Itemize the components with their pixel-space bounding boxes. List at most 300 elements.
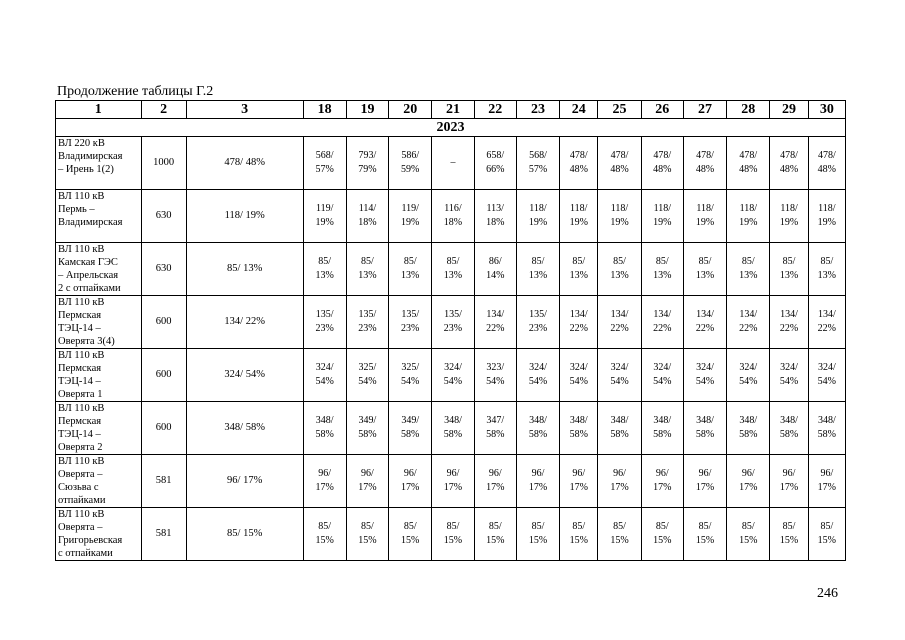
load-value-text: 324/ [739,362,758,373]
load-value-text: 54% [443,376,463,387]
load-value-text: 19% [817,217,836,228]
load-value-text: 13% [401,270,420,281]
load-value-cell [641,243,683,296]
load-value-text: 54% [569,376,588,387]
load-value-text: – [450,157,456,168]
line-name-text: – Апрельская [58,270,119,281]
load-value-text: 58% [443,429,463,440]
load-value-text: 17% [358,482,377,493]
load-value-text: 17% [610,482,629,493]
load-value-text: 348/ [315,415,334,426]
load-value-text: 324/ [569,362,588,373]
load-value-text: 348/ [653,415,672,426]
load-value-text: 586/ [401,150,420,161]
load-value-cell [303,190,346,243]
load-value-cell [770,243,808,296]
load-value-text: 135/ [315,309,334,320]
load-value-text: 58% [358,429,377,440]
line-name-cell [56,455,142,508]
load-table [55,100,846,561]
load-value-text: 478/ [817,150,836,161]
load-value-text: 348/ [780,415,798,426]
load-value-cell [346,137,388,190]
load-value-text: 15% [695,535,715,546]
line-name-cell [56,190,142,243]
load-value-text: 96/ [698,468,712,479]
capacity-cell: 600 [141,402,186,455]
load-value-cell [303,296,346,349]
year-row [56,119,846,137]
load-value-cell [474,243,516,296]
load-value-cell [808,508,845,561]
load-value-text: 568/ [315,150,334,161]
load-value-text: 134/ [817,309,836,320]
line-name-cell [56,402,142,455]
load-value-cell [727,243,770,296]
load-value-text: 96/ [741,468,755,479]
load-value-text: 17% [779,482,799,493]
load-value-cell [474,455,516,508]
load-value-text: 323/ [486,362,505,373]
load-value-text: 134/ [739,309,758,320]
load-value-text: 348/ [610,415,629,426]
load-value-cell [641,402,683,455]
line-name-text: ВЛ 220 кВ [58,138,105,149]
load-value-cell [303,349,346,402]
load-value-cell [389,508,432,561]
load-value-cell [808,296,845,349]
load-value-text: 15% [817,535,836,546]
load-value-cell [389,296,432,349]
line-name-cell [56,296,142,349]
base-load-cell: 478/ 48% [186,137,303,190]
load-value-text: 17% [443,482,463,493]
load-value-text: 15% [779,535,799,546]
load-value-text: 135/ [358,309,377,320]
line-name-text: Оверята – [58,522,103,533]
load-value-cell [389,137,432,190]
line-name-text: Оверята 2 [58,442,103,453]
column-header: 21 [432,101,474,119]
load-value-text: 22% [569,323,588,334]
load-value-cell [432,243,474,296]
load-value-text: 658/ [486,150,505,161]
column-header: 28 [727,101,770,119]
load-value-text: 348/ [529,415,547,426]
column-header: 27 [683,101,726,119]
load-value-text: 54% [486,376,505,387]
load-value-text: 23% [528,323,548,334]
load-value-text: 85/ [531,256,545,267]
load-value-text: 58% [315,429,334,440]
load-value-text: 58% [486,429,505,440]
load-value-text: 58% [569,429,588,440]
load-value-text: 17% [528,482,548,493]
load-value-text: 85/ [782,521,796,532]
load-value-text: 22% [739,323,758,334]
year-cell: 2023 [56,119,846,137]
load-value-cell [432,402,474,455]
load-value-cell [474,349,516,402]
column-header: 22 [474,101,516,119]
load-value-cell [346,508,388,561]
load-value-cell [683,137,726,190]
load-value-text: 19% [401,217,420,228]
load-value-text: 18% [486,217,505,228]
load-value-cell [770,455,808,508]
load-value-cell [560,455,598,508]
load-value-text: 13% [610,270,629,281]
load-value-cell [516,137,559,190]
load-value-text: 478/ [653,150,672,161]
table-row [56,455,846,508]
load-value-cell [727,402,770,455]
load-value-cell [346,296,388,349]
load-value-cell [770,402,808,455]
load-value-text: 15% [443,535,463,546]
load-value-cell [641,296,683,349]
load-value-text: 85/ [318,256,332,267]
base-load-cell: 118/ 19% [186,190,303,243]
load-value-text: 135/ [401,309,420,320]
load-value-text: 96/ [782,468,796,479]
line-name-text: Владимирская [58,151,123,162]
load-value-text: 568/ [529,150,547,161]
load-value-cell [770,296,808,349]
base-load-cell: 85/ 15% [186,508,303,561]
load-value-text: 85/ [572,521,586,532]
load-value-text: 58% [779,429,799,440]
load-value-text: 324/ [444,362,462,373]
load-value-cell [432,508,474,561]
load-value-text: 17% [817,482,836,493]
load-value-text: 86/ [488,256,502,267]
load-value-cell [516,349,559,402]
load-value-text: 17% [739,482,758,493]
load-value-text: 96/ [820,468,834,479]
load-value-text: 58% [610,429,629,440]
load-value-text: 22% [610,323,629,334]
load-value-text: 14% [486,270,505,281]
load-value-text: 324/ [610,362,629,373]
load-value-text: 54% [695,376,715,387]
load-value-text: 118/ [610,203,629,214]
load-value-text: 57% [315,164,334,175]
line-name-text: ТЭЦ-14 – [58,429,101,440]
load-value-text: 324/ [315,362,334,373]
load-value-cell [727,190,770,243]
load-value-cell [560,296,598,349]
line-name-text: Пермская [58,310,102,321]
load-value-text: 116/ [444,203,462,214]
load-value-cell [432,137,474,190]
load-value-text: 13% [358,270,377,281]
line-name-text: с отпайками [58,548,113,559]
load-value-text: 85/ [403,521,417,532]
load-value-text: 22% [653,323,672,334]
column-header: 24 [560,101,598,119]
load-value-text: 85/ [361,256,374,267]
load-value-text: 48% [817,164,836,175]
load-value-cell [727,137,770,190]
load-value-cell [770,190,808,243]
load-value-text: 13% [695,270,715,281]
load-value-text: 13% [569,270,588,281]
load-value-text: 13% [653,270,672,281]
load-value-text: 54% [528,376,548,387]
load-value-cell [683,349,726,402]
load-value-cell [389,243,432,296]
load-value-text: 134/ [610,309,629,320]
capacity-cell: 630 [141,190,186,243]
load-value-text: 85/ [782,256,796,267]
load-value-text: 478/ [696,150,714,161]
load-value-text: 96/ [446,468,460,479]
load-value-cell [346,402,388,455]
load-value-cell [389,349,432,402]
load-value-text: 15% [569,535,588,546]
table-row [56,508,846,561]
load-value-text: 17% [569,482,588,493]
column-header: 18 [303,101,346,119]
load-value-cell [560,190,598,243]
load-value-text: 13% [817,270,836,281]
load-value-cell [432,296,474,349]
load-value-cell [560,508,598,561]
load-value-cell [303,137,346,190]
load-value-text: 349/ [358,415,377,426]
base-load-cell: 348/ 58% [186,402,303,455]
column-header: 19 [346,101,388,119]
load-value-text: 13% [443,270,463,281]
capacity-cell: 630 [141,243,186,296]
column-header: 26 [641,101,683,119]
load-value-text: 15% [739,535,758,546]
load-value-text: 85/ [446,256,460,267]
base-load-cell: 134/ 22% [186,296,303,349]
table-row [56,137,846,190]
line-name-text: ВЛ 110 кВ [58,350,105,361]
load-value-cell [808,455,845,508]
table-row [56,349,846,402]
load-value-text: 58% [739,429,758,440]
load-value-text: 85/ [741,256,755,267]
page-number: 246 [817,586,838,601]
load-value-text: 13% [528,270,548,281]
load-value-text: 19% [779,217,799,228]
load-value-cell [474,402,516,455]
load-value-cell [516,190,559,243]
load-value-text: 114/ [358,203,377,214]
capacity-cell: 1000 [141,137,186,190]
load-value-text: 48% [779,164,799,175]
load-value-text: 119/ [401,203,419,214]
load-value-text: 54% [653,376,672,387]
column-header: 20 [389,101,432,119]
load-value-cell [346,455,388,508]
base-load-cell: 85/ 13% [186,243,303,296]
capacity-cell: 581 [141,508,186,561]
load-value-text: 17% [401,482,420,493]
load-value-cell [516,402,559,455]
load-value-text: 118/ [696,203,714,214]
load-value-text: 85/ [572,256,586,267]
load-value-cell [683,243,726,296]
base-load-cell: 324/ 54% [186,349,303,402]
line-name-text: Камская ГЭС [58,257,118,268]
load-value-cell [808,243,845,296]
load-value-cell [432,349,474,402]
load-value-cell [303,243,346,296]
load-value-cell [683,402,726,455]
load-value-cell [598,349,641,402]
load-value-text: 478/ [569,150,588,161]
load-value-text: 22% [817,323,836,334]
line-name-cell [56,508,142,561]
load-value-text: 13% [739,270,758,281]
load-value-cell [560,402,598,455]
line-name-text: ВЛ 110 кВ [58,297,105,308]
table-row [56,296,846,349]
load-value-text: 135/ [529,309,547,320]
load-value-text: 134/ [780,309,798,320]
load-value-text: 58% [401,429,420,440]
load-value-text: 85/ [741,521,755,532]
load-value-text: 96/ [488,468,502,479]
load-value-text: 325/ [401,362,420,373]
load-value-cell [641,190,683,243]
load-value-text: 325/ [358,362,377,373]
load-value-text: 85/ [820,521,834,532]
line-name-text: Пермская [58,416,102,427]
load-value-text: 324/ [696,362,714,373]
load-value-text: 19% [739,217,758,228]
line-name-text: Сюзьва с [58,482,99,493]
load-value-text: 19% [610,217,629,228]
load-value-text: 23% [315,323,334,334]
load-value-cell [727,455,770,508]
load-value-text: 15% [486,535,505,546]
load-value-cell [389,190,432,243]
load-value-text: 15% [653,535,672,546]
load-value-cell [683,455,726,508]
load-value-text: 57% [528,164,548,175]
load-value-text: 18% [443,217,463,228]
load-value-cell [808,402,845,455]
load-value-cell [598,455,641,508]
load-value-text: 134/ [569,309,588,320]
capacity-cell: 581 [141,455,186,508]
load-value-cell [474,296,516,349]
load-value-text: 15% [401,535,420,546]
load-value-text: 96/ [531,468,545,479]
column-header: 1 [56,101,142,119]
load-value-text: 348/ [569,415,588,426]
load-value-cell [432,455,474,508]
load-value-cell [474,508,516,561]
load-value-text: 348/ [696,415,714,426]
load-value-text: 23% [401,323,420,334]
line-name-text: ВЛ 110 кВ [58,191,105,202]
load-value-text: 85/ [613,521,626,532]
load-value-cell [727,296,770,349]
load-value-text: 19% [528,217,548,228]
load-value-text: 15% [358,535,377,546]
load-value-cell [598,402,641,455]
base-load-cell: 96/ 17% [186,455,303,508]
load-value-text: 478/ [780,150,798,161]
table-row [56,243,846,296]
load-value-cell [683,508,726,561]
load-value-cell [641,349,683,402]
capacity-cell: 600 [141,296,186,349]
load-value-text: 478/ [739,150,758,161]
load-value-text: 118/ [818,203,836,214]
load-value-cell [303,402,346,455]
column-header: 25 [598,101,641,119]
capacity-cell: 600 [141,349,186,402]
load-value-text: 85/ [820,256,834,267]
load-value-text: 48% [695,164,715,175]
load-value-text: 347/ [486,415,505,426]
load-value-text: 15% [315,535,334,546]
load-value-text: 119/ [315,203,334,214]
load-value-text: 54% [779,376,799,387]
line-name-cell [56,349,142,402]
load-value-text: 58% [653,429,672,440]
load-value-text: 54% [315,376,334,387]
load-value-text: 85/ [403,256,417,267]
line-name-cell [56,137,142,190]
load-value-text: 324/ [529,362,547,373]
line-name-text: ВЛ 110 кВ [58,456,105,467]
load-value-cell [516,296,559,349]
load-value-text: 324/ [780,362,798,373]
load-value-cell [727,508,770,561]
load-value-cell [346,190,388,243]
load-value-text: 118/ [570,203,588,214]
header-row [56,101,846,119]
load-value-text: 85/ [318,521,332,532]
load-value-text: 324/ [817,362,836,373]
load-value-text: 85/ [613,256,626,267]
load-value-text: 135/ [444,309,462,320]
load-value-text: 54% [817,376,836,387]
load-value-text: 118/ [780,203,798,214]
load-value-text: 348/ [444,415,462,426]
load-value-cell [808,349,845,402]
load-value-text: 22% [779,323,799,334]
load-value-cell [346,349,388,402]
load-value-cell [598,296,641,349]
load-value-text: 15% [610,535,629,546]
load-value-text: 118/ [529,203,547,214]
load-value-cell [560,349,598,402]
load-value-cell [389,402,432,455]
column-header: 23 [516,101,559,119]
line-name-text: Пермь – [58,204,95,215]
load-value-text: 79% [358,164,377,175]
load-value-text: 13% [779,270,799,281]
load-value-text: 23% [358,323,377,334]
load-value-cell [770,508,808,561]
load-value-text: 85/ [488,521,502,532]
load-value-text: 793/ [358,150,377,161]
load-value-cell [641,137,683,190]
load-value-text: 66% [486,164,505,175]
load-value-text: 19% [569,217,588,228]
load-value-cell [598,190,641,243]
